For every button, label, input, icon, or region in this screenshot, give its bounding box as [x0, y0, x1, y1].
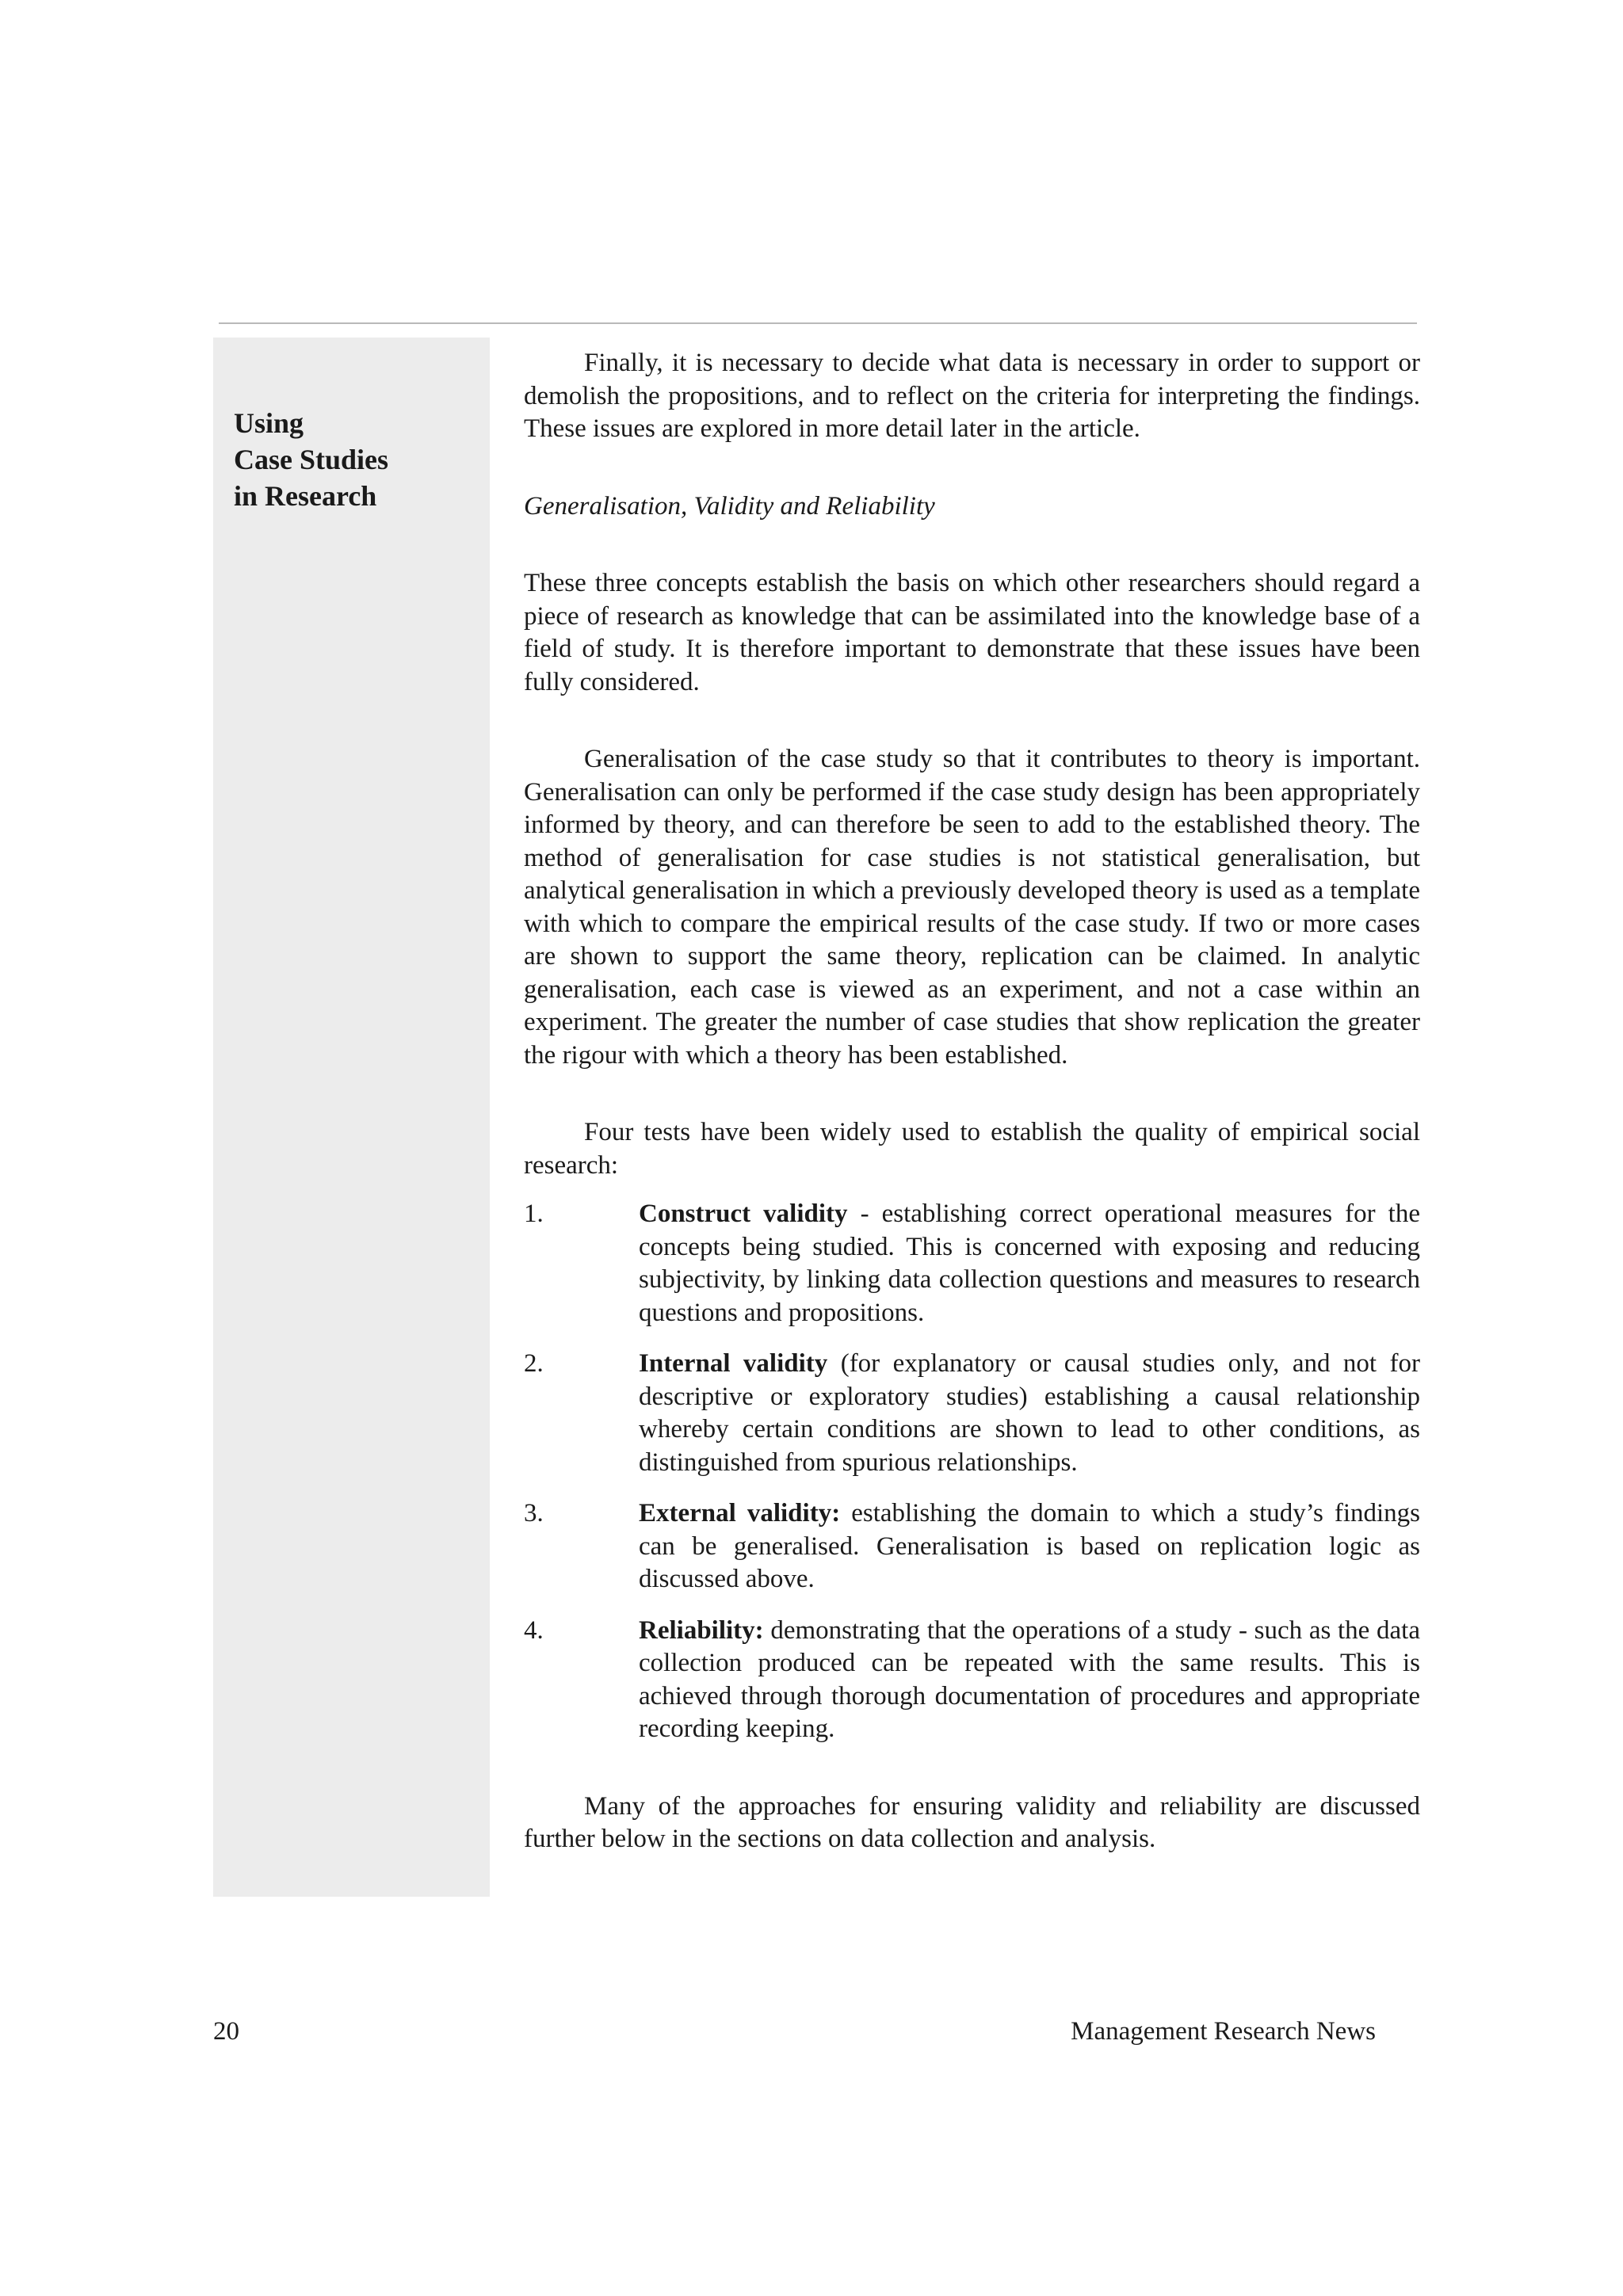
list-item [524, 1198, 1420, 1329]
sidebar-title-line: in Research [234, 480, 377, 512]
sidebar-title [234, 405, 388, 514]
list-item-text: establishing the domain to which a study’s findings can be generalised. Generalisation is based on replication logic as discussed above. [639, 1499, 1420, 1593]
list-item-text: demonstrating that the operations of a study - such as the data collection produced can be repeated with the same results. This is achieved through thorough documentation of procedures and appropriate recording keeping. [639, 1615, 1420, 1743]
paragraph-concepts: These three concepts establish the basis on which other researchers should regard a piece of research as knowledge that can be assimilated into the knowledge base of a field of study. It is therefore important to demonstrate that these issues have been fully considered. [524, 569, 1420, 696]
list-item [524, 1615, 1420, 1746]
list-item-term: Internal validity [639, 1349, 828, 1378]
list-item-body [639, 1615, 1420, 1746]
list-item-body [639, 1348, 1420, 1479]
list-item-term: External validity: [639, 1499, 841, 1527]
article-body [524, 347, 1420, 1856]
page-number: 20 [213, 2017, 239, 2046]
list-item-number: 1. [524, 1199, 544, 1228]
section-heading: Generalisation, Validity and Reliability [524, 491, 935, 521]
journal-name: Management Research News [1071, 2017, 1376, 2046]
list-item-number: 2. [524, 1349, 544, 1378]
list-item-term: Reliability: [639, 1615, 764, 1645]
paragraph-generalisation: Generalisation of the case study so that it contributes to theory is important. Generalisation can only be performed if the case study design has been appropriately informed by theory, and can therefore be seen to add to the established theory. The method of generalisation for case studies is not statistical generalisation, but analytical generalisation in which a previously developed theory is used as a template with which to compare the empirical results of the case study. If two or more cases are shown to support the same theory, replication can be claimed. In analytic generalisation, each case is viewed as an experiment, and not a case within an experiment. The greater the number of case studies that show replication the greater the rigour with which a theory has been established. [524, 745, 1420, 1070]
list-item-term: Construct validity [639, 1199, 848, 1228]
paragraph-four-tests: Four tests have been widely used to establish the quality of empirical social research: [524, 1118, 1420, 1180]
sidebar-title-line: Case Studies [234, 444, 389, 475]
list-item-text: (for explanatory or causal studies only, and not for descriptive or exploratory studies) establishing a causal relationship whereby certain conditions are shown to lead to other conditions, as distinguished from spurious relationships. [639, 1349, 1420, 1477]
list-item [524, 1497, 1420, 1596]
list-item-body [639, 1198, 1420, 1329]
list-item-text: - establishing correct operational measures for the concepts being studied. This is concerned with exposing and reducing subjectivity, by linking data collection questions and measures to research questions and propositions. [639, 1199, 1420, 1327]
sidebar-title-line: Using [234, 407, 304, 439]
paragraph-closing: Many of the approaches for ensuring validity and reliability are discussed further below in the sections on data collection and analysis. [524, 1791, 1420, 1853]
list-item-body [639, 1497, 1420, 1596]
list-item-number: 4. [524, 1615, 544, 1645]
sidebar-panel [213, 338, 490, 1897]
paragraph-intro: Finally, it is necessary to decide what data is necessary in order to support or demolish the propositions, and to reflect on the criteria for interpreting the findings. These issues are explored in more detail later in the article. [524, 349, 1420, 443]
list-item [524, 1348, 1420, 1479]
list-item-number: 3. [524, 1499, 544, 1527]
header-rule [219, 322, 1417, 324]
